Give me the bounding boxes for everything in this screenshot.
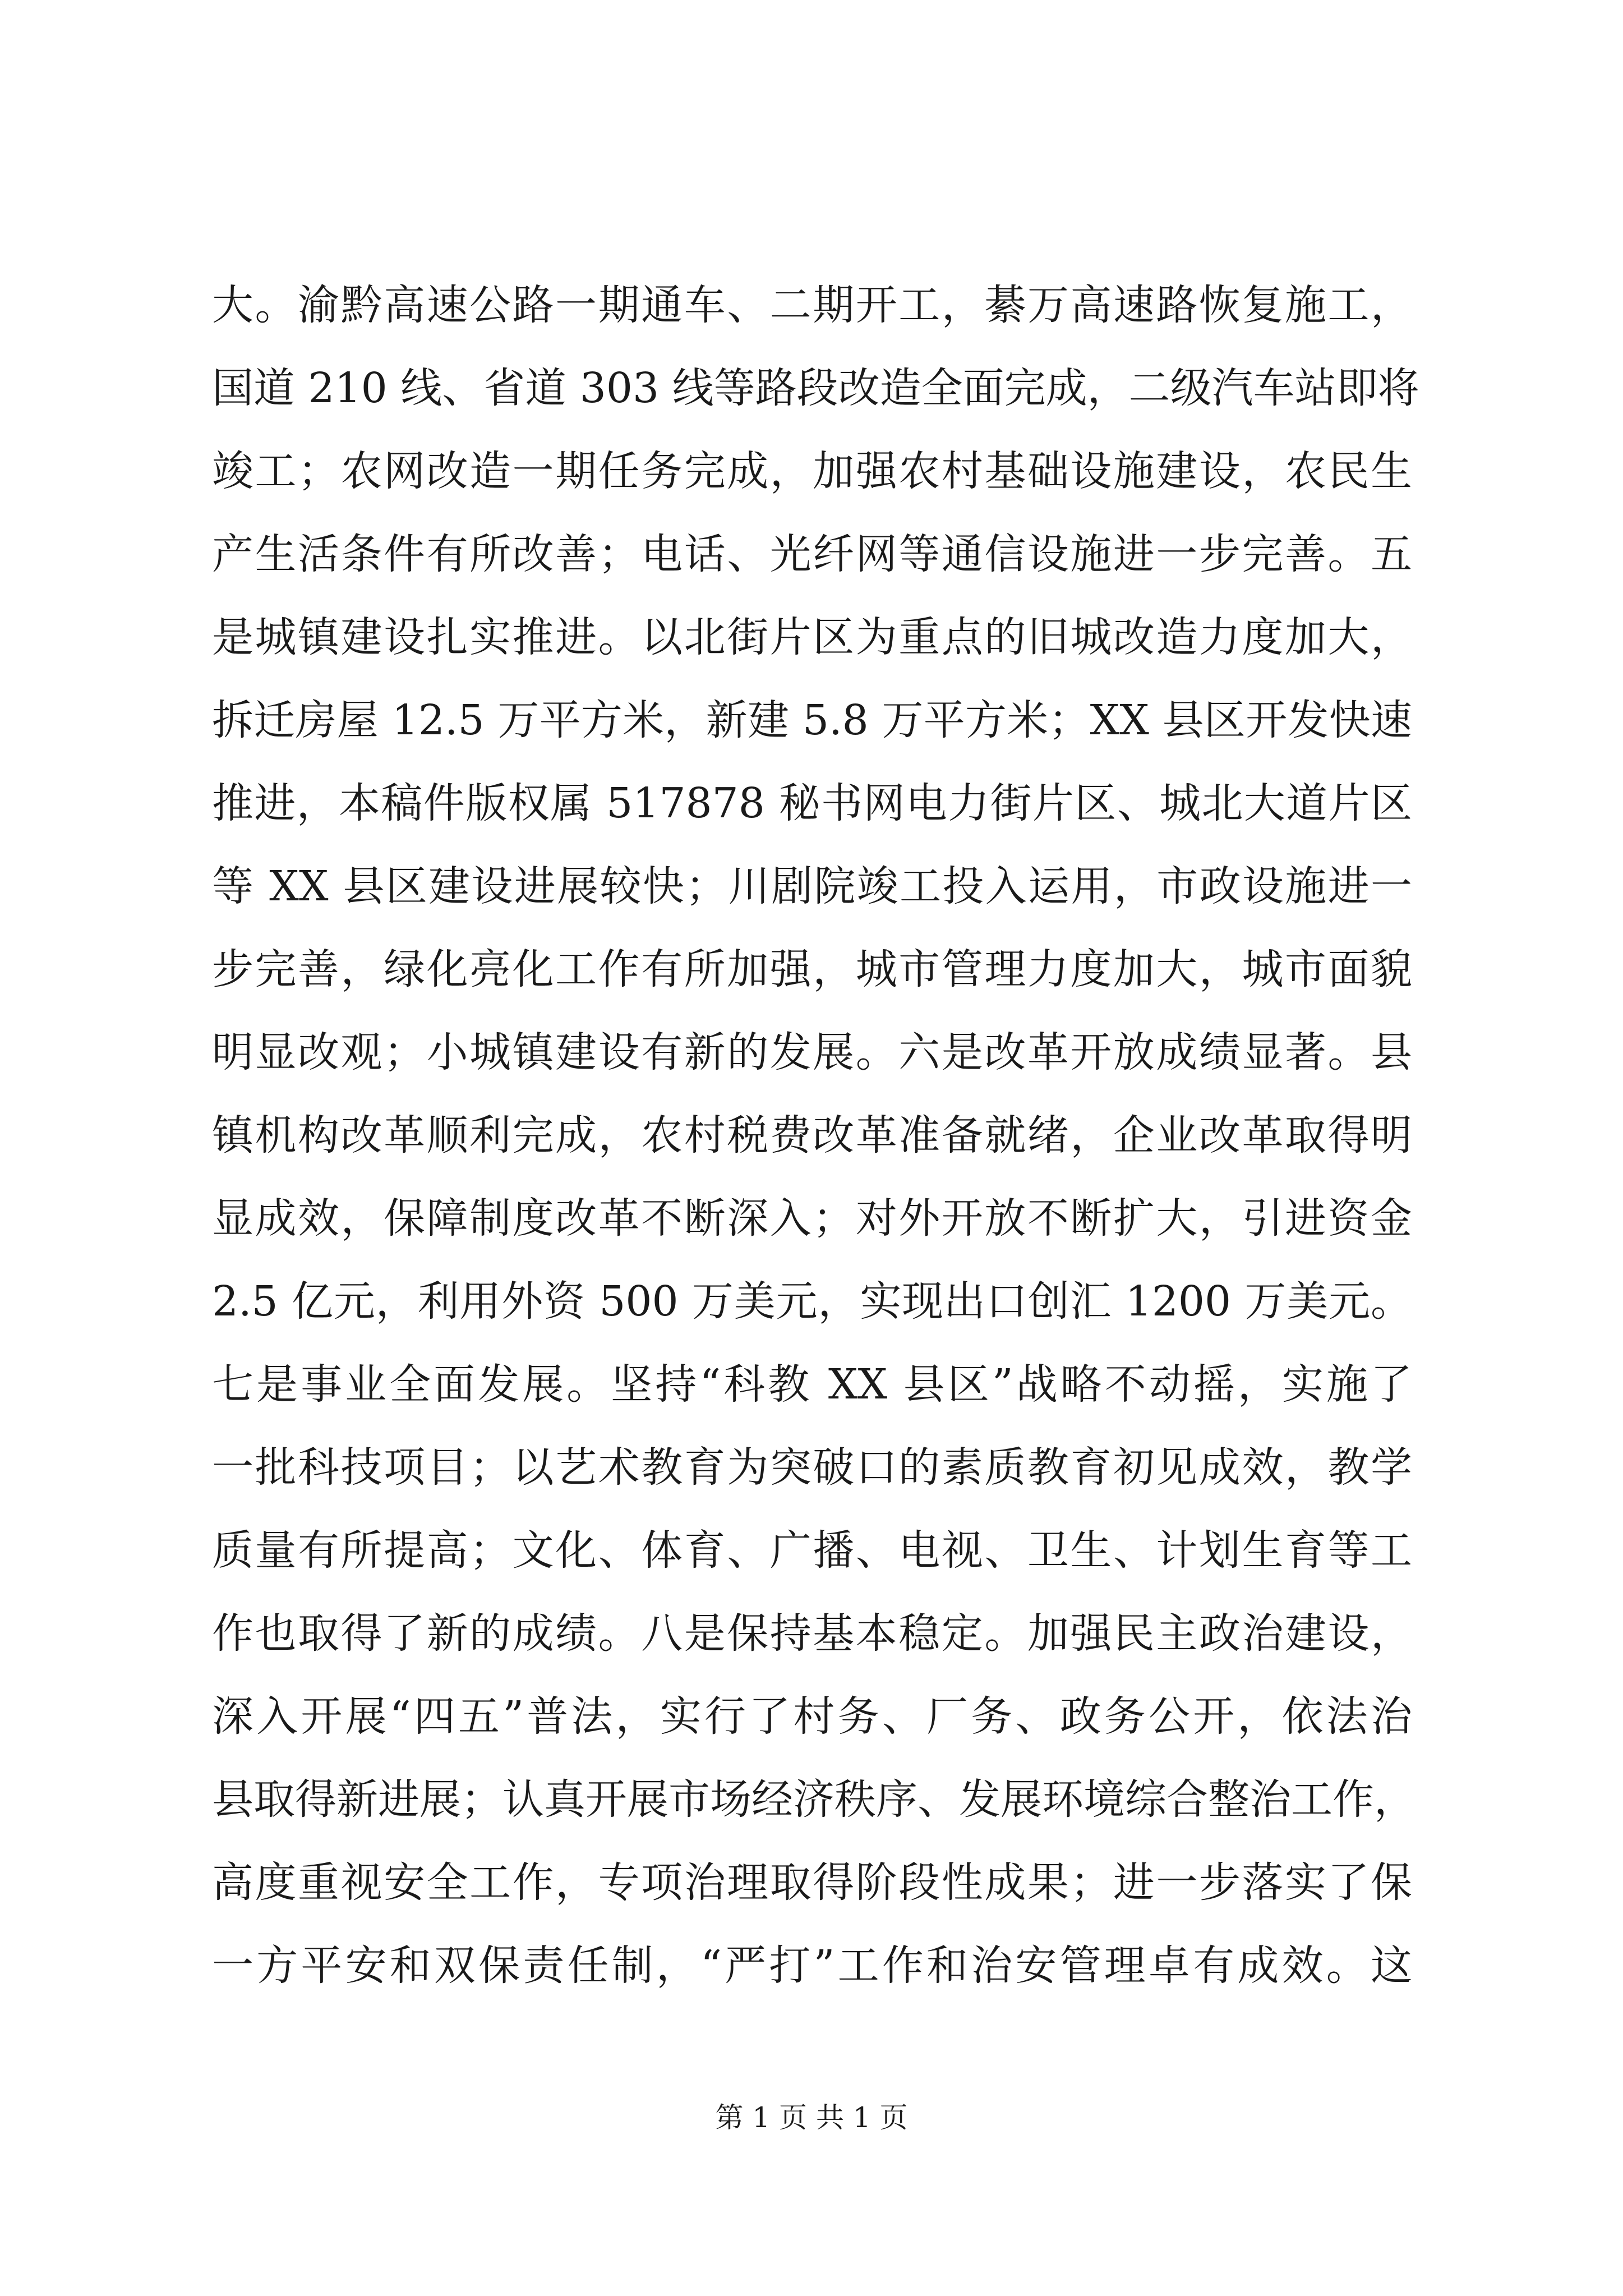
text-line: 高度重视安全工作，专项治理取得阶段性成果；进一步落实了保 [212,1858,1412,1907]
text-line: 一批科技项目；以艺术教育为突破口的素质教育初见成效，教学 [212,1443,1412,1492]
text-line: 显成效，保障制度改革不断深入；对外开放不断扩大，引进资金 [212,1194,1412,1243]
text-line: 深入开展“四五”普法，实行了村务、厂务、政务公开，依法治 [212,1692,1412,1741]
text-line: 推进，本稿件版权属 517878 秘书网电力街片区、城北大道片区 [212,779,1412,827]
text-line: 作也取得了新的成绩。八是保持基本稳定。加强民主政治建设， [212,1609,1412,1658]
text-line: 质量有所提高；文化、体育、广播、电视、卫生、计划生育等工 [212,1526,1412,1575]
text-line: 一方平安和双保责任制，“严打”工作和治安管理卓有成效。这 [212,1941,1412,1990]
text-line: 县取得新进展；认真开展市场经济秩序、发展环境综合整治工作， [212,1775,1415,1824]
text-line: 是城镇建设扎实推进。以北街片区为重点的旧城改造力度加大， [212,613,1412,661]
text-line: 步完善，绿化亮化工作有所加强，城市管理力度加大，城市面貌 [212,945,1412,993]
text-line: 国道 210 线、省道 303 线等路段改造全面完成，二级汽车站即将 [212,364,1419,412]
text-line: 拆迁房屋 12.5 万平方米，新建 5.8 万平方米；XX 县区开发快速 [212,696,1412,744]
text-line: 镇机构改革顺利完成，农村税费改革准备就绪，企业改革取得明 [212,1111,1412,1159]
text-line: 七是事业全面发展。坚持“科教 XX 县区”战略不动摇，实施了 [212,1360,1412,1409]
body-text [212,264,1419,2007]
text-line: 2.5 亿元，利用外资 500 万美元，实现出口创汇 1200 万美元。 [212,1277,1412,1326]
text-line: 明显改观；小城镇建设有新的发展。六是改革开放成绩显著。县 [212,1028,1412,1076]
page-number-footer: 第 1 页 共 1 页 [715,2101,908,2134]
text-line: 等 XX 县区建设进展较快；川剧院竣工投入运用，市政设施进一 [212,862,1412,910]
text-line: 竣工；农网改造一期任务完成，加强农村基础设施建设，农民生 [212,447,1412,495]
text-line: 产生活条件有所改善；电话、光纤网等通信设施进一步完善。五 [212,530,1412,578]
text-line: 大。渝黔高速公路一期通车、二期开工，綦万高速路恢复施工， [212,281,1412,329]
